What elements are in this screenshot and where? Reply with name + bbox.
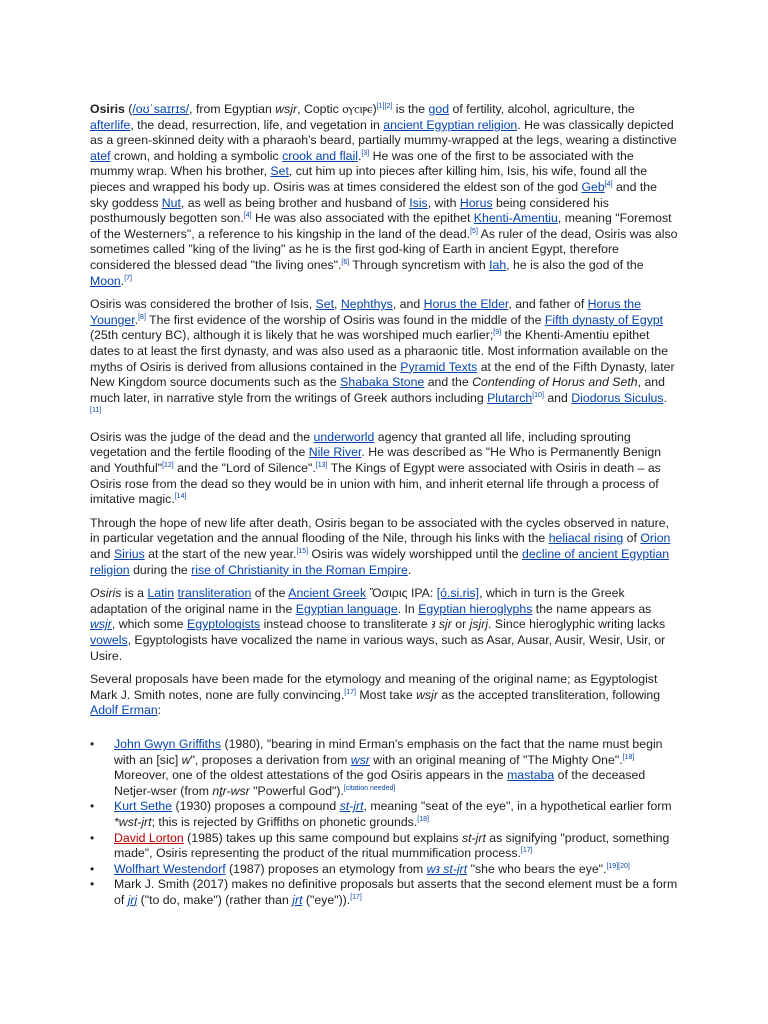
citation-ref [532, 392, 544, 399]
citation-link[interactable]: [4] [604, 180, 613, 188]
etymology-proposals-list [90, 737, 678, 909]
paragraph-etymology [90, 672, 678, 719]
wiki-link[interactable]: Nut [161, 195, 181, 210]
list-item [90, 831, 678, 862]
text-run: . He was described as "He Who is Permanently Benign and Youthful" [90, 445, 662, 476]
text-run: or [451, 617, 470, 632]
wiki-link[interactable]: Plutarch [487, 390, 533, 405]
italic-text: *wst-jrt [114, 814, 152, 829]
text-run: Osiris was considered the brother of Isis, [90, 297, 316, 312]
text-run: of fertility, alcohol, agriculture, the [449, 102, 635, 116]
citation-link[interactable]: [7] [124, 274, 132, 282]
text-run: (25th century BC), although it is likely that he was worshiped much earlier; [90, 328, 494, 343]
wiki-link[interactable]: Horus the Younger [90, 297, 641, 327]
citation-link[interactable]: [10] [532, 391, 544, 399]
citation-link[interactable]: [3] [361, 149, 370, 157]
text-run: ( [124, 102, 133, 116]
spacer [90, 727, 678, 737]
wiki-link[interactable]: Fifth dynasty of Egypt [544, 312, 664, 327]
text-run: instead choose to transliterate [260, 617, 432, 632]
italic-text: Osiris [90, 586, 122, 601]
citation-link[interactable]: [17] [344, 688, 356, 696]
wiki-link[interactable]: Latin [147, 586, 175, 601]
wiki-link[interactable]: Kurt Sethe [114, 799, 173, 814]
wiki-link[interactable]: jrj [127, 892, 138, 907]
italic-text: st-jrt [461, 830, 486, 845]
wiki-link[interactable]: vowels [90, 633, 128, 647]
citation-link[interactable]: [9] [493, 329, 502, 337]
text-run: (1985) takes up this same compound but explains [183, 830, 462, 845]
citation-link[interactable]: [citation needed] [343, 784, 396, 792]
text-run: , meaning "Foremost of the Westerners", a reference to his kingship in the land of the dead. [90, 211, 672, 241]
text-run: Osiris was widely worshipped until the [308, 547, 523, 562]
citation-ref [350, 894, 362, 901]
wiki-link[interactable]: Set [315, 297, 335, 312]
wiki-link[interactable]: god [428, 102, 450, 116]
text-run: of the [251, 586, 289, 601]
text-run: . [120, 273, 125, 288]
citation-link[interactable]: [18] [622, 753, 635, 761]
wiki-link[interactable]: Iah [489, 257, 507, 272]
text-run: . In [397, 601, 419, 616]
citation-ref [344, 689, 356, 696]
citation-ref [521, 847, 533, 854]
text-run: ("to do, make") (rather than [137, 892, 293, 907]
citation-link[interactable]: [19][20] [606, 862, 630, 870]
text-run: and the sky goddess [90, 179, 657, 210]
citation-ref [90, 407, 101, 414]
citation-ref [493, 329, 501, 336]
text-run: at the end of the Fifth Dynasty, later New Kingdom source documents such as the [90, 359, 675, 390]
text-run: and [90, 547, 114, 562]
wiki-link[interactable]: Moon [90, 273, 121, 288]
wiki-link[interactable]: wsjr [90, 617, 112, 632]
citation-ref [344, 785, 395, 792]
paragraph-judge [90, 430, 678, 508]
citation-ref [361, 150, 369, 157]
text-run: : [157, 703, 162, 718]
text-run: is the [392, 102, 429, 116]
text-run: the Khenti-Amentiu epithet dates to at least the first dynasty, and was also used as a pharaonic title. Most information available on the myths of Osiris is derived from allusions contained in the [90, 328, 669, 374]
wiki-link[interactable]: /oʊˈsaɪrɪs/ [132, 102, 190, 116]
paragraph-transliteration [90, 586, 678, 664]
wiki-link[interactable]: Khenti-Amentiu [473, 211, 558, 226]
list-item [90, 737, 678, 799]
wiki-link[interactable]: atef [90, 148, 111, 163]
text-run: , Coptic ⲟⲩⲥⲓⲣⲉ) [297, 102, 377, 116]
text-run: . [357, 148, 362, 163]
wiki-link[interactable]: Geb [581, 179, 605, 194]
wiki-link[interactable]: Egyptian hieroglyphs [418, 601, 533, 616]
wiki-link[interactable]: Isis [409, 195, 428, 210]
citation-link[interactable]: [17] [350, 893, 362, 901]
wiki-link[interactable]: underworld [313, 429, 375, 444]
text-run: Mark J. Smith (2017) makes no definitive proposals but asserts that the second element must be a form of [114, 877, 678, 907]
wiki-link[interactable]: Adolf Erman [90, 703, 158, 718]
citation-link[interactable]: [15] [296, 548, 309, 556]
text-run: (1930) proposes a compound [172, 799, 340, 814]
citation-link[interactable]: [14] [174, 493, 187, 501]
text-run: Moreover, one of the oldest attestations of the god Osiris appears in the [114, 768, 508, 783]
text-run: . [134, 312, 139, 327]
wiki-link[interactable]: John Gwyn Griffiths [114, 736, 222, 751]
wiki-link[interactable]: Egyptian language [295, 601, 398, 616]
citation-ref [606, 863, 629, 870]
citation-ref [175, 493, 187, 500]
text-run: of the deceased Netjer-wser (from [114, 768, 646, 798]
text-run: The first evidence of the worship of Osiris was found in the middle of the [145, 312, 545, 327]
text-run: Most take [355, 687, 417, 702]
italic-text: wsjr [275, 102, 298, 116]
text-run: , Egyptologists have vocalized the name in various ways, such as Asar, Ausar, Ausir, Wesir, Usir, or Usire. [90, 633, 666, 663]
wiki-link[interactable]: Nile River [308, 445, 362, 460]
text-run: He was also associated with the epithet [251, 211, 474, 226]
citation-ref [162, 462, 174, 469]
text-run: ", proposes a derivation from [190, 752, 351, 767]
text-run: "she who bears the eye". [467, 861, 607, 876]
wiki-link[interactable]: afterlife [90, 117, 131, 132]
citation-link[interactable]: [1][2] [376, 103, 393, 110]
text-run: at the start of the new year. [144, 547, 297, 562]
list-item [90, 877, 678, 908]
text-run: (1980), "bearing in mind Erman's emphasis on the fact that the name must begin with an [sic] [114, 736, 663, 767]
text-run: ; this is rejected by Griffiths on phonetic grounds. [151, 814, 418, 829]
text-run: , cut him up into pieces after killing him, Isis, his wife, found all the pieces and wrapped his body up. Osiris was at times considered the eldest son of the god [90, 164, 648, 194]
text-run: , the dead, resurrection, life, and vegetation in [130, 117, 384, 132]
wiki-link[interactable]: Ancient Greek [288, 586, 367, 601]
text-run: "Powerful God"). [249, 783, 344, 798]
text-run: being considered his posthumously begotten son. [90, 195, 609, 226]
text-run: and the [424, 375, 473, 390]
text-run: ("eye")). [302, 892, 351, 907]
text-run: The Kings of Egypt were associated with Osiris in death – as Osiris rose from the dead so they would be in union with him, and inherit eternal life through a process of imitative magic. [90, 461, 661, 507]
wiki-link[interactable]: Sirius [113, 547, 145, 562]
text-run: Ὄσιρις IPA: [366, 586, 437, 601]
wiki-link[interactable]: Horus the Elder [423, 297, 509, 312]
wiki-link[interactable]: heliacal rising [548, 531, 624, 546]
text-run: , meaning "seat of the eye", in a hypothetical earlier form [363, 799, 672, 814]
wiki-link[interactable]: decline of ancient Egyptian religion [90, 547, 670, 577]
italic-text: jsjrj [469, 617, 489, 632]
wiki-link[interactable]: Nephthys [340, 297, 393, 312]
text-run: , and [392, 297, 424, 312]
citation-ref [124, 275, 132, 282]
wiki-link[interactable]: Orion [640, 531, 671, 546]
text-run: . [663, 390, 667, 405]
list-item [90, 862, 678, 878]
citation-link[interactable]: [13] [315, 462, 328, 470]
citation-ref [377, 103, 393, 110]
text-run: , which in turn is the Greek adaptation of the original name in the [90, 586, 625, 616]
italic-text: ꜣ sjr [431, 617, 452, 632]
text-run: is a [121, 586, 148, 601]
paragraph-intro [90, 102, 678, 289]
text-run: agency that granted all life, including sprouting vegetation and the fertile flooding of the [90, 429, 631, 460]
citation-link[interactable]: [18] [417, 815, 429, 823]
wiki-link[interactable]: Set [270, 164, 289, 179]
text-run: , which some [111, 617, 188, 632]
wiki-link[interactable]: [ó.si.ris] [436, 586, 480, 601]
text-run: , [334, 297, 341, 312]
text-run: He was one of the first to be associated with the mummy wrap. When his brother, [90, 148, 634, 179]
citation-ref [605, 181, 613, 188]
text-run: , with [427, 195, 460, 210]
text-run: as the accepted transliteration, following [437, 687, 661, 702]
wiki-link[interactable]: wsr [350, 752, 370, 767]
text-run: crown, and holding a symbolic [110, 148, 283, 163]
text-run: Through syncretism with [349, 257, 490, 272]
wiki-link[interactable]: transliteration [177, 586, 252, 601]
wiki-link[interactable]: st-jrt [339, 799, 364, 814]
text-run: . Since hieroglyphic writing lacks [488, 617, 666, 632]
wiki-link[interactable]: Horus [459, 195, 493, 210]
paragraph-family [90, 297, 678, 422]
citation-link[interactable]: [4] [243, 212, 252, 220]
wiki-link[interactable]: Wolfhart Westendorf [114, 861, 226, 876]
citation-ref [417, 816, 429, 823]
text-run: As ruler of the dead, Osiris was also sometimes called "king of the living" as he is the first god-king of Earth in ancient Egypt, therefore considered the blessed dead "the living ones". [90, 226, 678, 272]
paragraph-cycles [90, 516, 678, 578]
text-run: with an original meaning of "The Mighty One". [369, 752, 623, 767]
text-run: Several proposals have been made for the etymology and meaning of the original name; as Egyptologist Mark J. Smith notes, none are fully convincing. [90, 672, 658, 702]
citation-link[interactable]: [11] [90, 407, 102, 415]
text-run: . He was classically depicted as a green-skinned deity with a pharaoh's beard, partially mummy-wrapped at the legs, wearing a distinctive [90, 117, 677, 148]
wiki-link[interactable]: Pyramid Texts [400, 359, 478, 374]
citation-ref [296, 548, 308, 555]
citation-ref [316, 462, 328, 469]
italic-text: wsjr [416, 687, 438, 702]
text-run: Through the hope of new life after death, Osiris began to be associated with the cycles observed in nature, in particular vegetation and the annual flooding of the Nile, through his links with the [90, 515, 669, 546]
citation-ref [623, 754, 635, 761]
citation-ref [244, 212, 252, 219]
italic-text: nṯr-wsr [212, 783, 250, 798]
text-run: , and father of [508, 297, 588, 312]
list-item [90, 799, 678, 830]
text-run: of [623, 531, 641, 546]
text-run: and [543, 390, 572, 405]
wiki-link[interactable]: Diodorus Siculus [571, 390, 664, 405]
text-run: during the [129, 562, 192, 577]
italic-text: Contending of Horus and Seth [472, 375, 638, 390]
text-run: , and much later, in narrative style from the writings of Greek authors including [90, 375, 665, 405]
citation-link[interactable]: [5] [470, 227, 478, 235]
wiki-link[interactable]: Egyptologists [187, 617, 261, 632]
text-run: Osiris was the judge of the dead and the [90, 429, 314, 444]
text-run: as signifying "product, something made", Osiris representing the product of the ritual mummification process. [114, 830, 670, 861]
citation-link[interactable]: [17] [520, 847, 533, 855]
wiki-link[interactable]: Shabaka Stone [340, 375, 425, 390]
wiki-link[interactable]: rise of Christianity in the Roman Empire [191, 562, 408, 577]
wiki-link[interactable]: David Lorton [114, 830, 184, 845]
wiki-link[interactable]: ancient Egyptian religion [383, 117, 518, 132]
text-run: , from Egyptian [189, 102, 276, 116]
wiki-link[interactable]: jrt [292, 892, 303, 907]
wiki-link[interactable]: wꜣ st-jrt [426, 861, 468, 876]
article-title-term: Osiris [90, 102, 125, 116]
article-body [90, 102, 678, 909]
citation-ref [470, 228, 478, 235]
text-run: . [407, 562, 412, 577]
text-run: , he is also the god of the [506, 257, 644, 272]
text-run: (1987) proposes an etymology from [225, 861, 427, 876]
text-run: the name appears as [532, 601, 652, 616]
wiki-link[interactable]: crook and flail [282, 148, 358, 163]
citation-ref [138, 314, 146, 321]
citation-link[interactable]: [6] [341, 258, 350, 266]
text-run: , as well as being brother and husband of [180, 195, 410, 210]
text-run: and the "Lord of Silence". [173, 461, 316, 476]
wiki-link[interactable]: mastaba [507, 768, 555, 783]
citation-link[interactable]: [12] [162, 462, 174, 470]
citation-link[interactable]: [8] [138, 313, 146, 321]
italic-text: w [181, 752, 191, 767]
